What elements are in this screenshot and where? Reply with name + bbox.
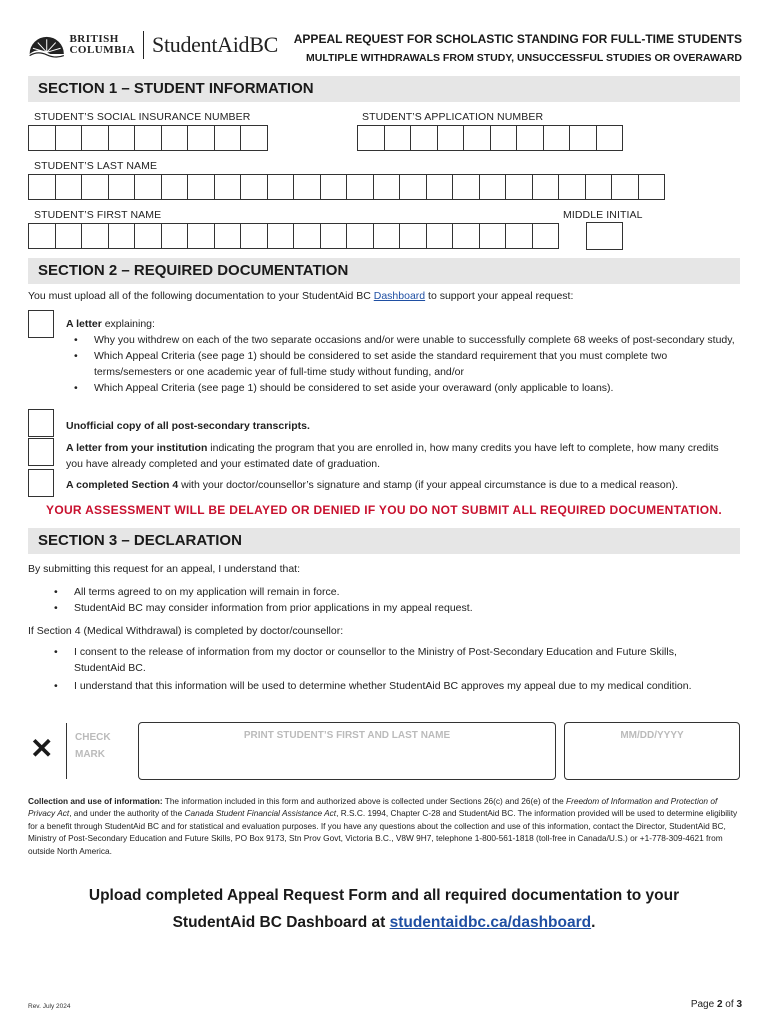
declaration-bullet-3: • I consent to the release of information from my doctor or counsellor to the Ministry of Post-Secondary Education and Future Skills, StudentAid BC. [46,644,720,676]
transcripts-item: Unofficial copy of all post-secondary transcripts. [66,420,310,432]
letter-bullet-2: • Which Appeal Criteria (see page 1) should be considered to set aside the standard requirement that you must complete two terms/semesters or one academic year of full-time study without funding, and/or [66,348,738,380]
dashboard-link[interactable]: Dashboard [373,290,426,302]
bc-sun-logo-icon [28,30,65,60]
institution-letter-checkbox[interactable] [28,438,54,466]
form-subtitle: MULTIPLE WITHDRAWALS FROM STUDY, UNSUCCESSFUL STUDIES OR OVERAWARD [306,52,742,64]
x-mark-icon: ✕ [30,733,54,764]
logo-province-name: BRITISH COLUMBIA [69,33,136,56]
sin-input[interactable] [28,125,267,151]
last-name-label: STUDENT’S LAST NAME [34,160,158,172]
dashboard-url-link[interactable]: studentaidbc.ca/dashboard [389,914,592,931]
first-name-input[interactable] [28,223,558,249]
first-name-label: STUDENT’S FIRST NAME [34,209,162,221]
application-number-label: STUDENT’S APPLICATION NUMBER [362,111,544,123]
section-3-header: SECTION 3 – DECLARATION [28,528,740,554]
form-title: APPEAL REQUEST FOR SCHOLASTIC STANDING FOR FULL-TIME STUDENTS [293,32,742,46]
application-number-input[interactable] [357,125,622,151]
declaration-bullet-1: • All terms agreed to on my application will remain in force. [46,584,736,600]
transcripts-checkbox[interactable] [28,409,54,437]
declaration-list-b [46,644,720,694]
section-1-header: SECTION 1 – STUDENT INFORMATION [28,76,740,102]
documentation-warning: YOUR ASSESSMENT WILL BE DELAYED OR DENIED IF YOU DO NOT SUBMIT ALL REQUIRED DOCUMENTATION. [46,503,722,517]
check-mark-field[interactable]: CHECK MARK [66,723,128,779]
upload-instructions: Upload completed Appeal Request Form and all required documentation to your StudentAid BC Dashboard at studentaidbc.ca/dashboard. [88,887,680,931]
section-4-item: A completed Section 4 with your doctor/counsellor’s signature and stamp (if your appeal circumstance is due to a medical reason). [66,479,678,491]
institution-letter-item: A letter from your institution indicating the program that you are enrolled in, how many credits you have left to complete, how many credits you have already completed and your estimated date of graduation. [66,442,719,470]
date-field[interactable]: MM/DD/YYYY [564,722,740,780]
collection-notice: Collection and use of information: The information included in this form and authorized above is collected under Sections 26(c) and 26(e) of the Freedom of Information and Protection of Privacy Act, and under the authority of the Canada Student Financial Assistance Act, R.S.C. 1994, Chapter C-28 and StudentAid BC. The information provided will be used to determine eligibility for a benefit through StudentAid BC and for statistical and evaluation purposes. If you have any questions about the collection and use of this information, contact the Director, StudentAid BC, Ministry of Post-Secondary Education and Future Skills, PO Box 9173, Stn Prov Govt, Victoria B.C., V8W 9H7, telephone 1-800-561-1818 (toll-free in Canada/U.S.) or +1-778-309-4621 from outside North America. [28,796,738,856]
last-name-input[interactable] [28,174,664,200]
studentaidbc-logo [28,28,278,62]
revision-date: Rev. July 2024 [28,1003,71,1010]
letter-bullet-1: • Why you withdrew on each of the two separate occasions and/or were unable to successfully complete 68 weeks of post-secondary study, [66,332,738,348]
declaration-bullet-4: • I understand that this information will be used to determine whether StudentAid BC approves my appeal due to my medical condition. [46,678,720,694]
sin-label: STUDENT’S SOCIAL INSURANCE NUMBER [34,111,251,123]
middle-initial-input[interactable] [586,222,623,250]
declaration-list-a [46,584,736,616]
declaration-intro: By submitting this request for an appeal, I understand that: [28,563,300,575]
declaration-bullet-2: • StudentAid BC may consider information from prior applications in my appeal request. [46,600,736,616]
logo-brand: StudentAidBC [152,32,278,57]
letter-explaining-item: A letter explaining: • Why you withdrew on each of the two separate occasions and/or were unable to successfully complete 68 weeks of post-secondary study, • Which Appeal Criteria (see page 1) should be considered to set aside the standard requirement that you must complete two terms/semesters or one academic year of full-time study without funding, and/or • Which Appeal Criteria (see page 1) should be considered to set aside your overaward (only applicable to loans). [66,316,738,396]
print-name-field[interactable]: PRINT STUDENT’S FIRST AND LAST NAME [138,722,556,780]
section-2-header: SECTION 2 – REQUIRED DOCUMENTATION [28,258,740,284]
middle-initial-label: MIDDLE INITIAL [563,209,643,221]
letter-bullet-3: • Which Appeal Criteria (see page 1) should be considered to set aside your overaward (only applicable to loans). [66,380,738,396]
declaration-conditional: If Section 4 (Medical Withdrawal) is completed by doctor/counsellor: [28,625,344,637]
section-2-intro: You must upload all of the following documentation to your StudentAid BC Dashboard to support your appeal request: [28,290,574,302]
letter-explaining-checkbox[interactable] [28,310,54,338]
section-4-checkbox[interactable] [28,469,54,497]
page-number: Page 2 of 3 [690,999,742,1010]
